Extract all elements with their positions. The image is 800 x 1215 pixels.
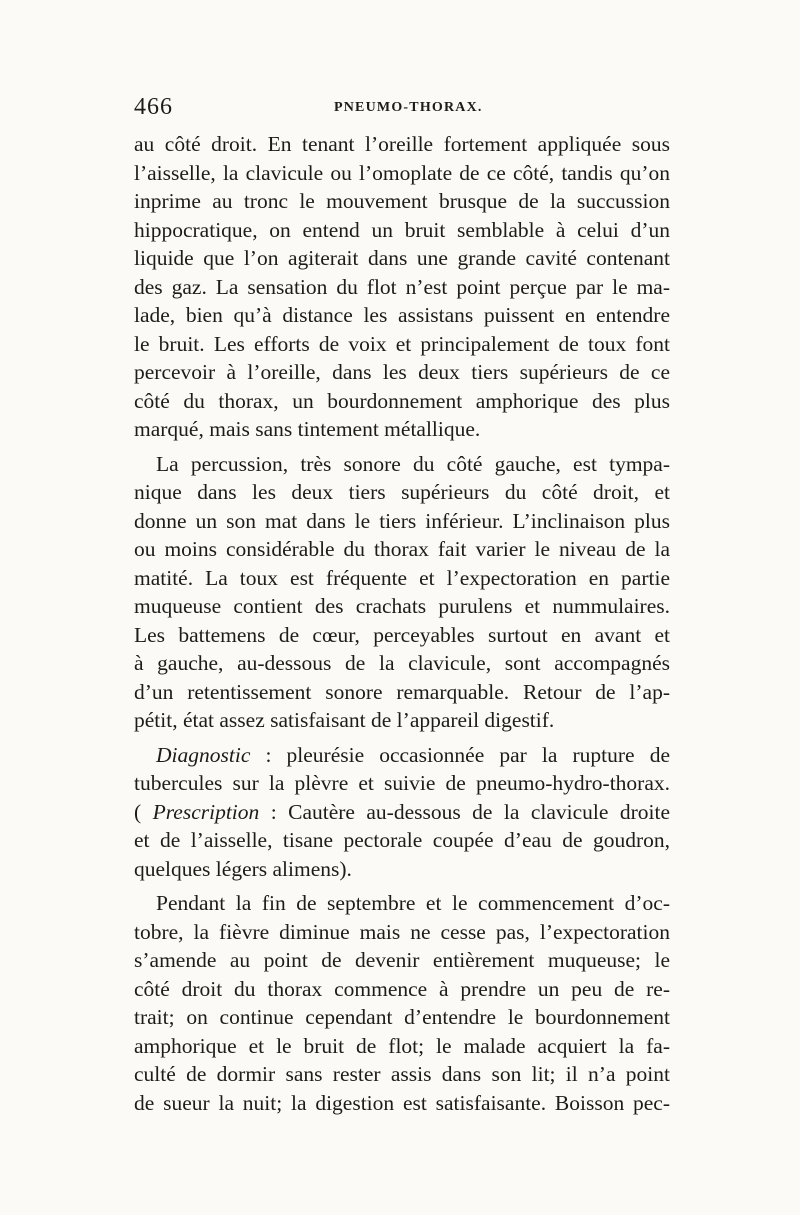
text-line: inprime au tronc le mouvement brusque de la succussion	[134, 189, 670, 213]
text-line: marqué, mais sans tintement métallique.	[134, 417, 481, 441]
text-line: Les battemens de cœur, perceyables surtout en avant et	[134, 622, 670, 647]
text-line: donne un son mat dans le tiers inférieur. L’inclinaison plus	[134, 508, 670, 533]
page-number: 466	[134, 94, 173, 120]
text-line: hippocratique, on entend un bruit semblable à celui d’un	[134, 217, 670, 242]
text-line: amphorique et le bruit de flot; le malade acquiert la fa-	[134, 1033, 670, 1058]
text-line: culté de dormir sans rester assis dans son lit; il n’a point	[134, 1062, 670, 1086]
text-line: des gaz. La sensation du flot n’est point perçue par le ma-	[134, 274, 670, 299]
text-line: au côté droit. En tenant l’oreille fortement appliquée sous	[134, 132, 670, 156]
text-line: ( Prescription : Cautère au-dessous de la clavicule droite	[134, 799, 670, 824]
body-text	[134, 130, 670, 1117]
text-line: côté du thorax, un bourdonnement amphorique des plus	[134, 388, 670, 413]
text-line: tobre, la fièvre diminue mais ne cesse pas, l’expectoration	[134, 919, 670, 944]
text-line: ou moins considérable du thorax fait varier le niveau de la	[134, 537, 670, 561]
text-line: lade, bien qu’à distance les assistans puissent en entendre	[134, 303, 670, 327]
text-line: liquide que l’on agiterait dans une grande cavité contenant	[134, 246, 670, 270]
paragraph	[134, 130, 670, 444]
paragraph	[134, 450, 670, 735]
running-head: PNEUMO-THORAX.	[334, 100, 483, 115]
text-line: muqueuse contient des crachats purulens et nummulaires.	[134, 594, 670, 618]
text-line: Pendant la fin de septembre et le commencement d’oc-	[156, 891, 670, 915]
text-line: matité. La toux est fréquente et l’expectoration en partie	[134, 565, 670, 590]
page-header	[134, 94, 674, 122]
text-line: à gauche, au-dessous de la clavicule, sont accompagnés	[134, 651, 670, 675]
paragraph	[134, 889, 670, 1117]
paragraph	[134, 741, 670, 884]
text-line: tubercules sur la plèvre et suivie de pneumo-hydro-thorax.	[134, 771, 670, 795]
text-line: côté droit du thorax commence à prendre un peu de re-	[134, 976, 670, 1001]
text-line: Diagnostic : pleurésie occasionnée par la rupture de	[156, 742, 670, 767]
text-line: nique dans les deux tiers supérieurs du côté droit, et	[134, 480, 670, 504]
text-line: de sueur la nuit; la digestion est satisfaisante. Boisson pec-	[134, 1090, 670, 1115]
text-line: trait; on continue cependant d’entendre le bourdonnement	[134, 1005, 670, 1029]
text-line: quelques légers alimens).	[134, 856, 352, 881]
text-line: pétit, état assez satisfaisant de l’appareil digestif.	[134, 708, 555, 732]
text-line: s’amende au point de devenir entièrement muqueuse; le	[134, 948, 670, 972]
text-line: La percussion, très sonore du côté gauche, est tympa-	[156, 451, 670, 476]
text-line: percevoir à l’oreille, dans les deux tiers supérieurs de ce	[134, 360, 670, 384]
text-line: l’aisselle, la clavicule ou l’omoplate de ce côté, tandis qu’on	[134, 160, 670, 185]
text-line: d’un retentissement sonore remarquable. Retour de l’ap-	[134, 679, 670, 704]
text-line: le bruit. Les efforts de voix et principalement de toux font	[134, 331, 670, 356]
text-line: et de l’aisselle, tisane pectorale coupée d’eau de goudron,	[134, 828, 670, 852]
